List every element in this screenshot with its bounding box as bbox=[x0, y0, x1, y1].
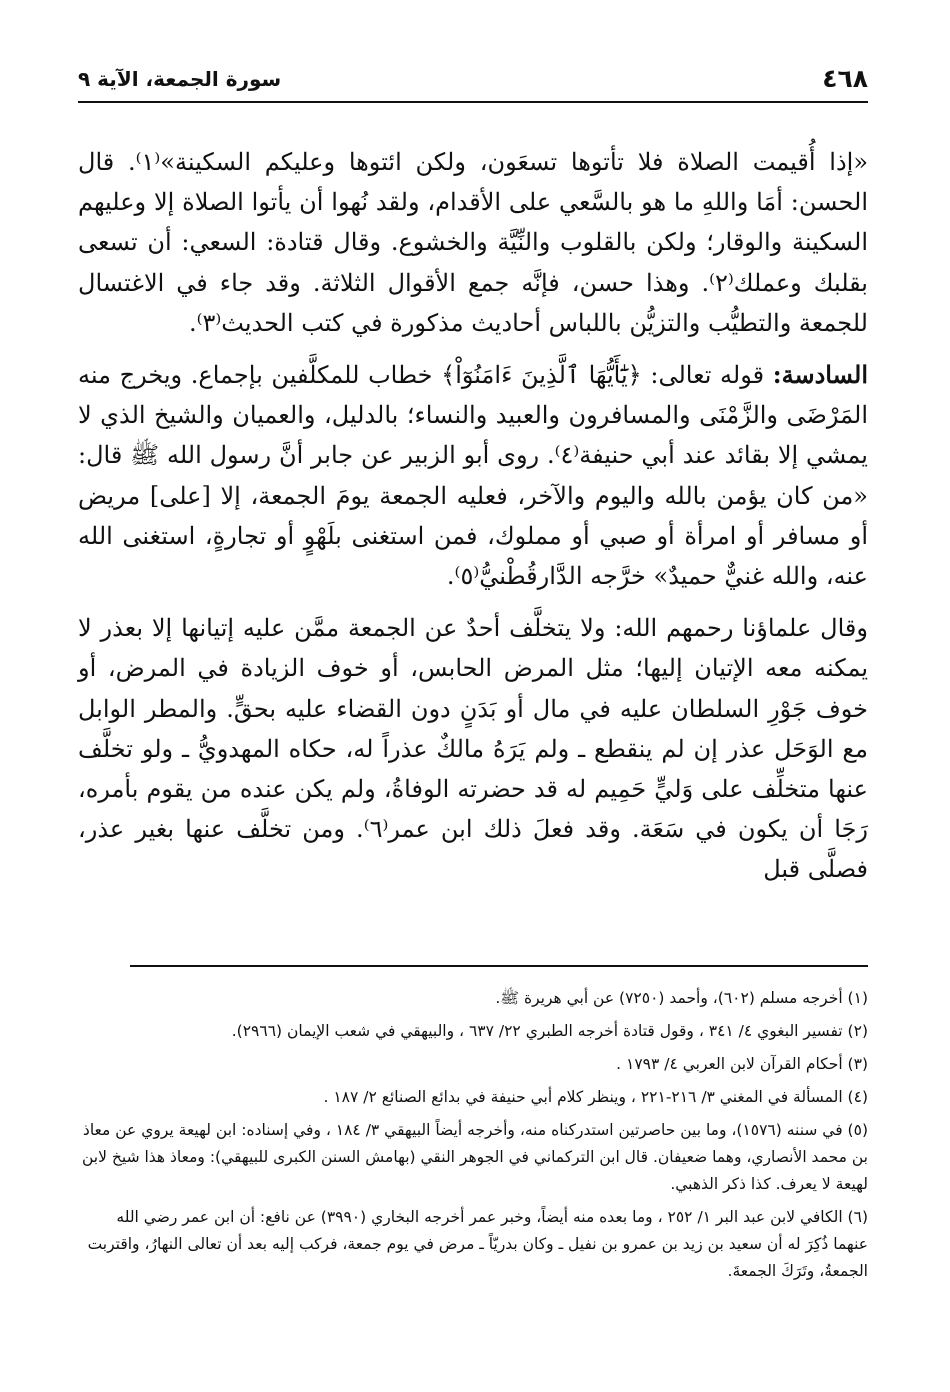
running-title: سورة الجمعة، الآية ٩ bbox=[78, 67, 282, 91]
header-divider bbox=[78, 101, 868, 103]
footnote: (١) أخرجه مسلم (٦٠٢)، وأحمد (٧٢٥٠) عن أبي هريرة ﷺ. bbox=[495, 989, 868, 1007]
footnote: (٣) أحكام القرآن لابن العربي ٤/ ١٧٩٣ . bbox=[616, 1055, 868, 1073]
paragraph: «إذا أُقيمت الصلاة فلا تأتوها تسعَون، ولكن ائتوها وعليكم السكينة»⁽١⁾. قال الحسن: أمَا واللهِ ما هو بالسَّعي على الأقدام، ولقد نُهوا أن يأتوا الصلاة إلا وعليهم السكينة والوقار؛ ولكن بالقلوب والنِّيَّة والخشوع. وقال قتادة: السعي: أن تسعى بقلبك وعملك⁽٢⁾. وهذا حسن، فإنَّه جمع الأقوال الثلاثة. وقد جاء في الاغتسال للجمعة والتطيُّب والتزيُّن باللباس أحاديث مذكورة في كتب الحديث⁽٣⁾. bbox=[78, 148, 869, 337]
section-keyword: السادسة: bbox=[772, 360, 868, 390]
footnote-divider bbox=[130, 965, 868, 967]
footnote: (٦) الكافي لابن عبد البر ١/ ٢٥٢ ، وما بعده منه أيضاً، وخبر عمر أخرجه البخاري (٣٩٩٠) عن نافع: أن ابن عمر رضي الله عنهما ذُكِرَ له أن سعيد بن زيد بن عمرو بن نفيل ـ وكان بدريّاً ـ مرض في يوم جمعة، فركب إليه بعد أن تعالى النهارُ، واقتربت الجمعةُ، وتَرَكَ الجمعةَ. bbox=[87, 1208, 868, 1280]
footnote: (٤) المسألة في المغني ٣/ ٢١٦-٢٢١ ، وينظر كلام أبي حنيفة في بدائع الصنائع ٢/ ١٨٧ . bbox=[323, 1088, 868, 1106]
page-number: ٤٦٨ bbox=[822, 64, 868, 93]
paragraph-text: قوله تعالى: ﴿يَٰٓأَيُّهَا ٱلَّذِينَ ءَامَنُوٓاْ﴾ خطاب للمكلَّفين بإجماع. ويخرج منه المَرْضَى والزَّمْنَى والمسافرون والعبيد والنساء؛ بالدليل، والعميان والشيخ الذي لا يمشي إلا بقائد عند أبي حنيفة⁽٤⁾. روى أبو الزبير عن جابر أنَّ رسول الله ﷺ قال: «من كان يؤمن بالله واليوم والآخر، فعليه الجمعة يومَ الجمعة، إلا [على] مريض أو مسافر أو امرأة أو صبي أو مملوك، فمن استغنى بلَهْوٍ أو تجارةٍ، استغنى الله عنه، والله غنيٌّ حميدٌ» خرَّجه الدَّارقُطْنيُّ⁽٥⁾. bbox=[78, 361, 868, 591]
paragraph bbox=[78, 355, 868, 596]
footnote: (٥) في سننه (١٥٧٦)، وما بين حاصرتين استدركناه منه، وأخرجه أيضاً البيهقي ٣/ ١٨٤ ، وفي إسناده: ابن لهيعة يروي عن معاذ بن محمد الأنصاري، وهما ضعيفان. قال ابن التركماني في الجوهر النقي (بهامش السنن الكبرى للبيهقي): ومعاذ هذا شيخ لابن لهيعة لا يعرف. كذا ذكر الذهبي. bbox=[82, 1121, 868, 1193]
page-header bbox=[78, 62, 868, 96]
footnote: (٢) تفسير البغوي ٤/ ٣٤١ ، وقول قتادة أخرجه الطبري ٢٢/ ٦٣٧ ، والبيهقي في شعب الإيمان (٢٩٦٦). bbox=[231, 1022, 868, 1040]
main-text bbox=[78, 142, 868, 890]
paragraph: وقال علماؤنا رحمهم الله: ولا يتخلَّف أحدٌ عن الجمعة ممَّن عليه إتيانها إلا بعذر لا يمكنه معه الإتيان إليها؛ مثل المرض الحابس، أو خوف الزيادة في المرض، أو خوف جَوْرِ السلطان عليه في مال أو بَدَنٍ دون القضاء عليه بحقٍّ. والمطر الوابل مع الوَحَل عذر إن لم ينقطع ـ ولم يَرَهُ مالكٌ عذراً له، حكاه المهدويُّ ـ ولو تخلَّف عنها متخلِّف على وَليٍّ حَمِيم له قد حضرته الوفاةُ، ولم يكن عنده من يقوم بأمره، رَجَا أن يكون في سَعَة. وقد فعلَ ذلك ابن عمر⁽٦⁾. ومن تخلَّف عنها بغير عذر، فصلَّى قبل bbox=[78, 614, 869, 884]
footnotes bbox=[78, 985, 868, 1285]
